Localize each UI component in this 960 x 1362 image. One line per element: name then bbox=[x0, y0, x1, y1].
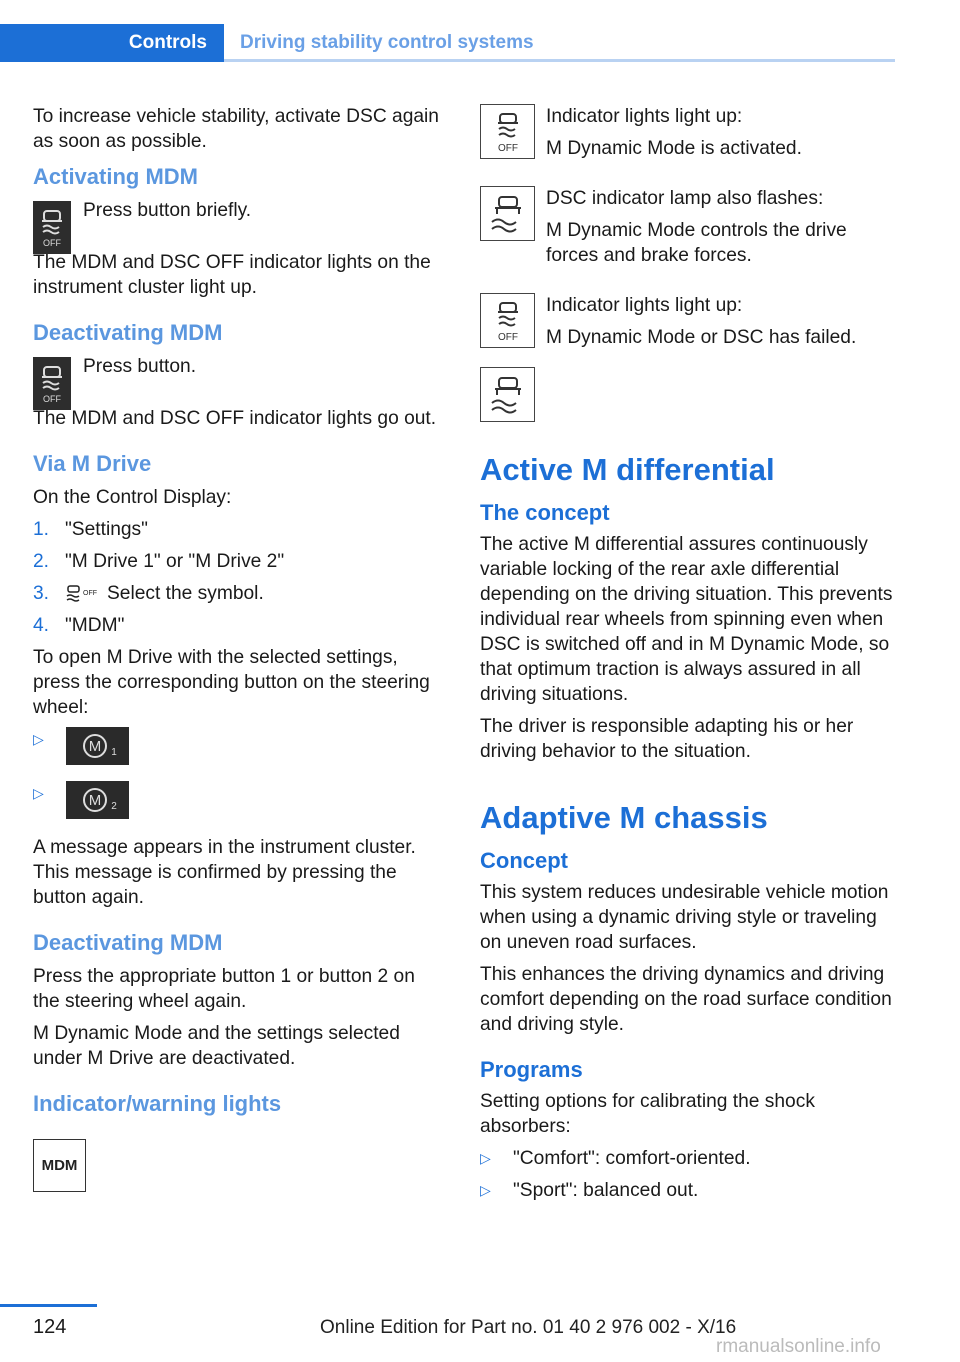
ind1-line-b: M Dynamic Mode is activated. bbox=[546, 138, 802, 159]
list-item: ▷ "Sport": balanced out. bbox=[480, 1180, 699, 1201]
heading-the-concept: The concept bbox=[480, 500, 610, 525]
dsc-off-symbol-icon bbox=[65, 585, 99, 603]
adaptive-paragraph-1: This system reduces undesirable vehicle motion when using a dynamic driving style or traveling on uneven road surfaces. bbox=[480, 882, 889, 953]
heading-via-m-drive: Via M Drive bbox=[33, 451, 152, 476]
active-diff-paragraph-2: The driver is responsible adapting his or her driving behavior to the situation. bbox=[480, 716, 854, 762]
list-item: 3. OFF Select the symbol. bbox=[33, 583, 264, 604]
message-text: A message appears in the instrument cluster. This message is confirmed by pressing the button again. bbox=[33, 837, 416, 908]
indicator-row-3 bbox=[480, 293, 895, 357]
ind2-line-b: M Dynamic Mode controls the drive forces and brake forces. bbox=[546, 220, 847, 266]
heading-concept: Concept bbox=[480, 848, 568, 873]
m-buttons-list bbox=[33, 727, 445, 819]
indicator-row-2 bbox=[480, 186, 895, 275]
svg-text:OFF: OFF bbox=[83, 589, 97, 597]
dsc-off-indicator-icon bbox=[480, 293, 535, 348]
heading-active-m-differential: Active M differential bbox=[480, 452, 775, 487]
intro-paragraph: To increase vehicle stability, activate DSC again as soon as possible. bbox=[33, 106, 439, 152]
svg-text:1: 1 bbox=[110, 747, 117, 758]
ind2-line-a: DSC indicator lamp also flashes: bbox=[546, 188, 824, 209]
deactivating-step-1: Press button. bbox=[83, 356, 197, 377]
deactivate-paragraph-2: M Dynamic Mode and the settings selected under M Drive are deactivated. bbox=[33, 1023, 400, 1069]
programs-list bbox=[480, 1146, 895, 1203]
list-item: 1. "Settings" bbox=[33, 519, 148, 540]
footer-rule bbox=[0, 1304, 97, 1307]
m-drive-steps bbox=[33, 517, 445, 638]
list-item: ▷ M 1 bbox=[33, 727, 445, 765]
header-rule bbox=[224, 59, 895, 62]
svg-text:2: 2 bbox=[110, 801, 117, 812]
right-column bbox=[480, 104, 895, 1210]
svg-text:OFF: OFF bbox=[43, 393, 61, 404]
edition-note: Online Edition for Part no. 01 40 2 976 002 - X/16 bbox=[320, 1317, 737, 1338]
adaptive-paragraph-2: This enhances the driving dynamics and driving comfort depending on the road surface condition and driving style. bbox=[480, 964, 892, 1035]
list-item: ▷ M 2 bbox=[33, 781, 445, 819]
page-header bbox=[0, 24, 895, 62]
activating-block bbox=[33, 198, 445, 254]
list-item: 4. "MDM" bbox=[33, 615, 125, 636]
ind3-line-a: Indicator lights light up: bbox=[546, 295, 743, 316]
m1-button-icon bbox=[66, 727, 129, 765]
heading-activating-mdm: Activating MDM bbox=[33, 164, 198, 189]
chapter-title: Driving stability control systems bbox=[240, 32, 534, 53]
svg-text:OFF: OFF bbox=[497, 331, 518, 343]
ind3-line-b: M Dynamic Mode or DSC has failed. bbox=[546, 327, 857, 348]
activating-step-1: Press button briefly. bbox=[83, 200, 252, 221]
deactivate-paragraph-1: Press the appropriate button 1 or button 2 on the steering wheel again. bbox=[33, 966, 415, 1012]
svg-text:OFF: OFF bbox=[497, 142, 518, 154]
section-tab: Controls bbox=[0, 24, 224, 62]
heading-adaptive-m-chassis: Adaptive M chassis bbox=[480, 800, 768, 835]
heading-deactivating-mdm-2: Deactivating MDM bbox=[33, 930, 223, 955]
dsc-indicator-icon bbox=[480, 186, 535, 241]
open-m-drive-text: To open M Drive with the selected settings, press the corresponding button on the steering wheel: bbox=[33, 647, 430, 718]
dsc-indicator-icon bbox=[480, 367, 535, 422]
heading-indicator-warning-lights: Indicator/warning lights bbox=[33, 1091, 282, 1116]
deactivating-step-2: The MDM and DSC OFF indicator lights go out. bbox=[33, 408, 437, 429]
svg-text:OFF: OFF bbox=[43, 237, 61, 248]
activating-step-2: The MDM and DSC OFF indicator lights on the instrument cluster light up. bbox=[33, 252, 431, 298]
indicator-row-1 bbox=[480, 104, 895, 168]
watermark: rmanualsonline.info bbox=[716, 1336, 881, 1357]
dsc-off-button-icon bbox=[33, 357, 71, 410]
svg-text:M: M bbox=[88, 738, 101, 755]
dsc-off-button-icon bbox=[33, 201, 71, 254]
svg-text:M: M bbox=[88, 792, 101, 809]
programs-intro: Setting options for calibrating the shock absorbers: bbox=[480, 1091, 815, 1137]
deactivating-block bbox=[33, 354, 445, 410]
via-m-drive-intro: On the Control Display: bbox=[33, 487, 232, 508]
mdm-indicator-icon: MDM bbox=[33, 1139, 86, 1192]
active-diff-paragraph-1: The active M differential assures continuously variable locking of the rear axle differential depending on the driving situation. This prevents individual rear wheels from spinning even when DSC is switched off and in M Dynamic Mode, so that optimum traction is always assured in all driving situations. bbox=[480, 534, 893, 705]
left-column bbox=[33, 104, 445, 1192]
heading-deactivating-mdm: Deactivating MDM bbox=[33, 320, 223, 345]
dsc-off-indicator-icon bbox=[480, 104, 535, 159]
ind1-line-a: Indicator lights light up: bbox=[546, 106, 743, 127]
list-item: 2. "M Drive 1" or "M Drive 2" bbox=[33, 551, 285, 572]
heading-programs: Programs bbox=[480, 1057, 583, 1082]
m2-button-icon bbox=[66, 781, 129, 819]
page-number: 124 bbox=[33, 1316, 67, 1338]
list-item: ▷ "Comfort": comfort-oriented. bbox=[480, 1148, 751, 1169]
